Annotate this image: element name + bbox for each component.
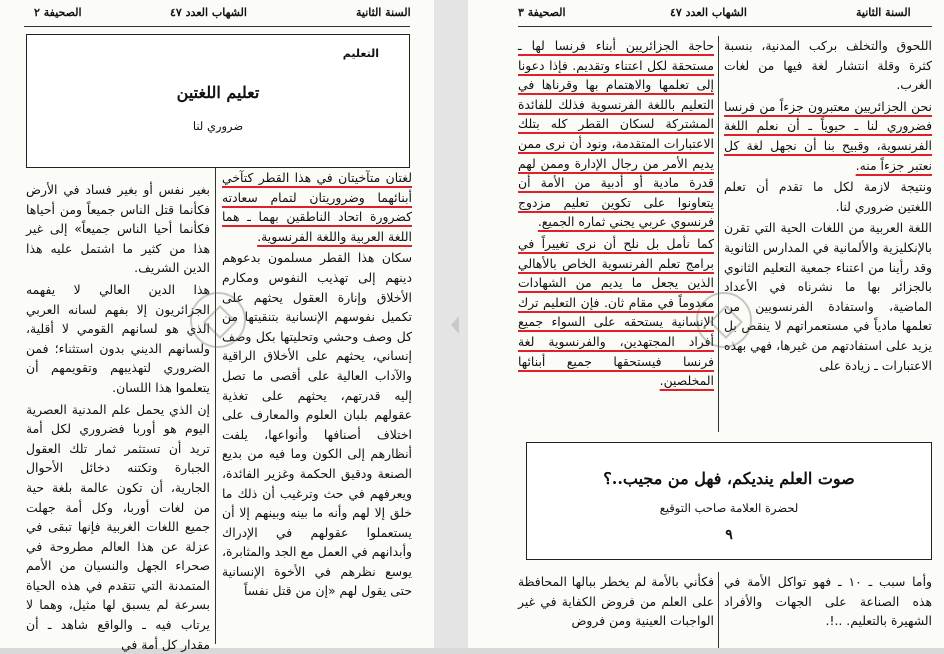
article-title: صوت العلم ينديكم، فهل من مجيب..؟	[603, 469, 855, 488]
page-number: الصحيفة ٣	[518, 6, 566, 19]
text-column-right	[724, 572, 932, 648]
paragraph: وأما سبب ـ ١٠ ـ فهو تواكل الأمة في هذه الصناعة على الجهات والأفراد الشهيرة بالتعليم. ..!.	[724, 574, 932, 629]
section-kicker: التعليم	[342, 47, 379, 60]
paragraph: اللغة العربية من اللغات الحية التي تقرن بالإنكليزية والألمانية في المدارس الثانوية وقد رأينا من اعتناء جمعية التعليم الثانوي بالجزائر بها ما نشرناه في الأعداد الماضية، واستفادة الفرنسويين من تعلمها مادياً في مستعمراتهم لا ينقص بل يزيد على استفادتهم من غيرها، فهي بهذه الاعتبارات ـ زيادة على	[724, 220, 932, 373]
right-page	[468, 0, 944, 648]
text-column-left	[518, 572, 714, 648]
paragraph: بغير نفس أو بغير فساد في الأرض فكأنما قتل الناس جميعاً ومن أحياها فكأنما أحيا الناس جميعاً» إلى غير هذا من كثير ما اشتمل عليه هذا الدين الشريف.	[26, 182, 210, 276]
year-label: السنة الثانية	[356, 6, 411, 19]
issue-title: الشهاب العدد ٤٧	[170, 6, 247, 19]
article-title: تعليم اللغتين	[176, 83, 260, 102]
next-page-arrow-icon[interactable]	[451, 316, 459, 334]
article-title-box	[26, 34, 410, 168]
paragraph: فكأني بالأمة لم يخطر ببالها المحافظة على العلم من فروض الكفاية في غير الواجبات العينية ومن فروض	[518, 574, 714, 629]
paragraph: كما نأمل بل نلح أن نرى تغييراً في برامج تعلم الفرنسوية الخاص بالأهالي الذين يجعل ما يديم من الشهادات معدوماً في مقام ثان. فإن التعليم ترك الإنسانية يستحقه على السواء جميع أفراد المجتهدين، والفرنسوية لغة فرنسا فيستحقها جميع أبنائها المخلصين.	[518, 235, 714, 389]
article-number: ٩	[725, 527, 733, 543]
watermark-seal	[190, 292, 246, 348]
left-page	[0, 0, 434, 652]
page-number: الصحيفة ٢	[34, 6, 82, 19]
column-rule	[718, 572, 719, 648]
header-rule	[24, 26, 410, 27]
issue-title: الشهاب العدد ٤٧	[670, 6, 747, 19]
article-subtitle: ضروري لنا	[192, 119, 244, 133]
paragraph: ونتيجة لازمة لكل ما تقدم أن تعلم اللغتين ضروري لنا.	[724, 179, 932, 214]
paragraph: لغتان متآخيتان في هذا القطر كتآخي أبنائهما وضروريتان لتمام سعادته كضرورة اتحاد الناطقين بهما ـ هما اللغة العربية واللغة الفرنسوية.	[222, 170, 412, 244]
paragraph: اللحوق والتخلف بركب المدنية، بنسبة كثرة وقلة انتشار لغة فيها من لغات الغرب.	[724, 38, 932, 93]
paragraph: إن الذي يحمل علم المدنية العصرية اليوم هو أوربا فضروري لكل أمة تريد أن تستثمر ثمار تلك العقول الجبارة وتكتنه دخائل الأحوال الجارية، أن تكون عالمة بلغة حية من لغات أوربا، وكل أمة جهلت جميع اللغات الغربية فإنها تبقى في عزلة عن هذا العالم مطروحة في صحراء الجهل والنسيان من الأمم المتمدنة التي تتقدم في هذه الحياة بسرعة لم يسبق لها مثيل، وهما لا يرتاب فيه ـ والواقع شاهد ـ أن مقدار كل أمة في	[26, 401, 210, 652]
paragraph: حاجة الجزائريين أبناء فرنسا لها ـ مستحقة لكل اعتناء وتقديم. فإذا دعونا إلى تعلمها والاهتمام بها وقرناها في التعليم باللغة الفرنسوية فذلك للفائدة المشتركة لسكان القطر كله بتلك الاعتبارات المتقدمة، ونود أن نرى ممن يديم الأمر من رجال الإدارة وممن لهم قدرة مادية أو أدبية من الأمة أن يتعاونوا على تكوين تعليم مزدوج فرنسوي عربي يجني ثماره الجميع.	[518, 38, 714, 230]
paragraph: نحن الجزائريين معتبرون جزءاً من فرنسا فضروري لنا ـ حيوياً ـ أن نعلم اللغة الفرنسوية، وقبيح بنا أن نجهل لغة كل نعتبر جزءاً منه.	[724, 98, 932, 173]
column-rule	[718, 36, 719, 432]
header-rule	[518, 26, 932, 27]
article-byline: لحضرة العلامة صاحب التوقيع	[659, 501, 799, 515]
text-column-left	[26, 180, 210, 652]
column-rule	[215, 168, 216, 644]
paragraph: سكان هذا القطر مسلمون بدعوهم دينهم إلى تهذيب النفوس ومكارم الأخلاق وإنارة العقول يحثهم على تكميل نفوسهم الإنسانية بتنقيتها من كل وصف وحشي وتحليتها بكل وصف إنساني، يحثهم على الأخلاق الراقية والآداب العالية على أقصى ما تصل إليه قدرتهم، يحثهم على تغذية عقولهم بلبان العلوم والمعارف على اختلاف أصنافها وأنواعها، يلفت أنظارهم إلى الكون وما فيه من بديع الصنعة ودقيق الحكمة وغزير الفائدة، ويعرفهم في حث وترغيب أن ذلك ما خلق إلا لهم وأنه ما بينه وبينهم إلا أن يستعملوا عقولهم في الإدراك وأبدانهم في العمل مع الجد والمثابرة، يوسع نظرهم في الأخوة الإنسانية حتى يقول لهم «إن من قتل نفساً	[222, 250, 412, 599]
article-title-box	[526, 442, 932, 560]
text-column-right	[724, 36, 932, 436]
text-column-left	[518, 36, 714, 436]
year-label: السنة الثانية	[856, 6, 911, 19]
text-column-right	[222, 168, 412, 644]
paragraph: هذا الدين العالي لا يفهمه الجزائريون إلا بفهم لسانه العربي الذي هو لسانهم القومي لا أقلية، ولسانهم الديني بدون استثناء؛ فمن الضروري لتهذيبهم وتقويمهم أن يتعلموا هذا اللسان.	[26, 281, 210, 395]
watermark-seal	[696, 292, 752, 348]
